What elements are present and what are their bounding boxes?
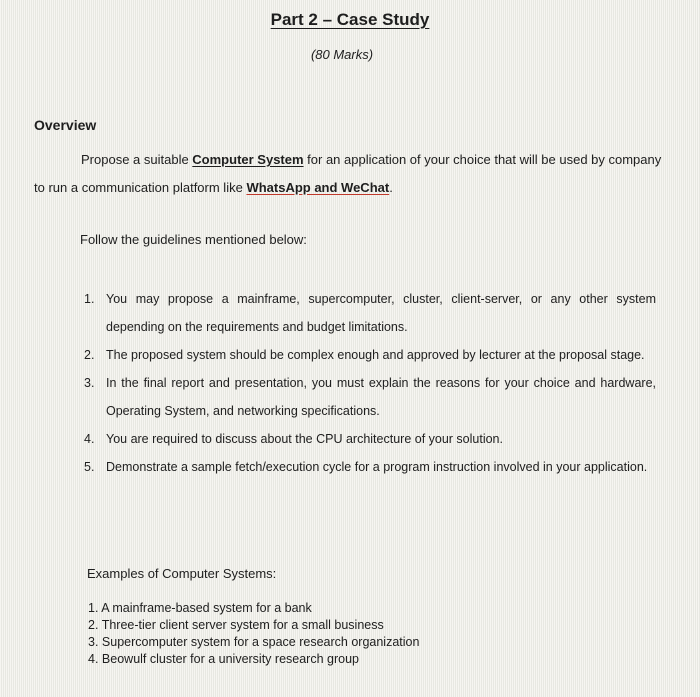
example-text: Beowulf cluster for a university research group xyxy=(101,652,359,666)
guideline-item xyxy=(80,285,656,341)
example-text: A mainframe-based system for a bank xyxy=(101,601,312,615)
examples-heading: Examples of Computer Systems: xyxy=(87,566,277,581)
guideline-number: 4. xyxy=(84,432,95,446)
example-item xyxy=(88,600,419,617)
guideline-number: 1. xyxy=(84,292,95,306)
guideline-number: 3. xyxy=(84,376,95,390)
examples-list xyxy=(88,600,419,668)
overview-heading: Overview xyxy=(34,117,97,133)
guideline-item xyxy=(80,341,656,369)
page-title-text: Part 2 – Case Study xyxy=(270,10,430,29)
guideline-item xyxy=(80,453,656,481)
guideline-text: You are required to discuss about the CPU architecture of your solution. xyxy=(106,432,503,446)
example-text: Three-tier client server system for a small business xyxy=(101,618,384,632)
intro-paragraph xyxy=(34,146,664,202)
intro-term-computer-system: Computer System xyxy=(192,152,304,167)
intro-term-platforms: WhatsApp and WeChat xyxy=(246,180,390,195)
guideline-item xyxy=(80,369,656,425)
intro-text-3: . xyxy=(389,180,393,195)
example-text: Supercomputer system for a space research organization xyxy=(101,635,420,649)
page-subtitle: (80 Marks) xyxy=(310,47,374,62)
example-number: 4. xyxy=(88,652,99,666)
guideline-text: Demonstrate a sample fetch/execution cycle for a program instruction involved in your application. xyxy=(106,460,648,474)
guideline-number: 2. xyxy=(84,348,95,362)
guidelines-intro: Follow the guidelines mentioned below: xyxy=(80,232,307,247)
intro-text-2: for an application of your choice that will be used by company to run a communication platform like xyxy=(34,152,662,195)
guideline-text: You may propose a mainframe, supercomputer, cluster, client-server, or any other system depending on the requirements and budget limitations. xyxy=(106,292,656,334)
page-title xyxy=(0,10,700,30)
example-number: 2. xyxy=(88,618,99,632)
example-item xyxy=(88,651,419,668)
example-number: 3. xyxy=(88,635,99,649)
intro-text-1: Propose a suitable xyxy=(81,152,193,167)
example-item xyxy=(88,634,419,651)
guideline-text: The proposed system should be complex enough and approved by lecturer at the proposal stage. xyxy=(106,348,645,362)
guidelines-list xyxy=(80,285,656,481)
example-number: 1. xyxy=(88,601,99,615)
guideline-text: In the final report and presentation, you must explain the reasons for your choice and hardware, Operating System, and networking specifications. xyxy=(106,376,656,418)
example-item xyxy=(88,617,419,634)
guideline-number: 5. xyxy=(84,460,95,474)
guideline-item xyxy=(80,425,656,453)
